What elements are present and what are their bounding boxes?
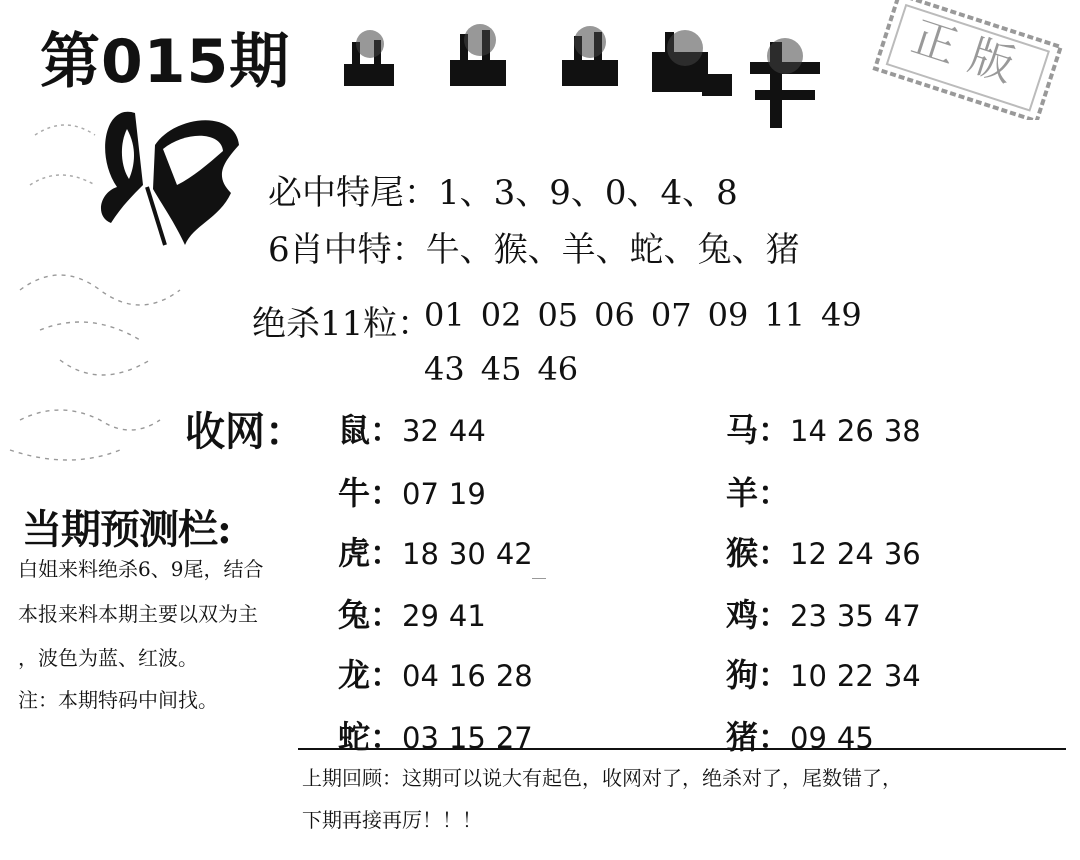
kill-number: 02: [480, 296, 522, 334]
zodiac-label: 6肖中特：: [268, 230, 426, 270]
ink-splash-title-art: [330, 12, 850, 132]
kill-number: 01: [424, 296, 465, 334]
net-number: 07: [402, 477, 439, 511]
net-row-left: [338, 650, 543, 696]
forecast-title: 当期预测栏:: [22, 506, 231, 553]
review-line-2: 下期再接再厉！！！: [302, 808, 482, 832]
net-number: 10: [790, 659, 827, 693]
zodiac-value: 牛、猴、羊、蛇、兔、猪: [425, 230, 800, 270]
net-number: 32: [402, 414, 439, 448]
net-number: 29: [402, 599, 439, 633]
zodiac-label: 狗：: [726, 656, 791, 694]
net-number: 34: [883, 659, 921, 693]
zodiac-label: 虎：: [338, 534, 403, 572]
divider-tick: [532, 578, 546, 579]
net-number: 27: [495, 721, 533, 755]
net-number: 36: [883, 537, 921, 571]
net-number: 35: [836, 599, 874, 633]
forecast-line-2: 本报来料本期主要以双为主: [18, 602, 258, 626]
zodiac-line: [268, 222, 800, 271]
forecast-line-1: 白姐来料绝杀6、9尾，结合: [18, 557, 264, 581]
kill-number: 09: [707, 296, 749, 334]
net-row-left: [338, 468, 496, 514]
net-number: 24: [836, 537, 874, 571]
net-number: 22: [836, 659, 874, 693]
kill-number: 06: [594, 296, 635, 334]
net-number: 04: [402, 659, 439, 693]
net-row-right: [726, 468, 790, 514]
tails-line: [268, 165, 738, 214]
kill-number: 46: [537, 350, 579, 380]
kill-number: 49: [821, 296, 862, 334]
kill-numbers-row-1: [424, 296, 878, 334]
kill-number: 05: [537, 296, 579, 334]
zodiac-label: 羊：: [726, 474, 791, 512]
net-number: 26: [836, 414, 874, 448]
kill-number: 45: [480, 350, 522, 380]
net-row-left: [338, 590, 496, 636]
net-row-right: [726, 712, 884, 758]
net-row-left: [338, 405, 496, 451]
tails-value: 1、3、9、0、4、8: [438, 173, 738, 213]
zodiac-label: 兔：: [338, 596, 403, 634]
net-number: 19: [448, 477, 486, 511]
net-number: 45: [836, 721, 874, 755]
zodiac-label: 马：: [726, 411, 791, 449]
tails-label: 必中特尾：: [268, 173, 438, 213]
forecast-line-4: 注：本期特码中间找。: [18, 688, 218, 712]
net-number: 15: [448, 721, 486, 755]
butterfly-illustration: [25, 95, 265, 255]
net-row-right: [726, 528, 931, 574]
net-number: 30: [448, 537, 486, 571]
net-number: 28: [495, 659, 533, 693]
net-number: 03: [402, 721, 439, 755]
net-number: 41: [448, 599, 486, 633]
kill-number: 07: [650, 296, 692, 334]
zodiac-label: 猪：: [726, 718, 791, 756]
kill-label: 绝杀11粒：: [252, 304, 432, 344]
net-row-right: [726, 405, 931, 451]
net-number: 16: [448, 659, 486, 693]
kill-numbers-row-2: [424, 350, 594, 380]
net-number: 47: [883, 599, 921, 633]
period-title: 第015期: [40, 27, 291, 97]
zodiac-label: 鼠：: [338, 411, 403, 449]
net-number: 23: [790, 599, 827, 633]
zodiac-label: 蛇：: [338, 718, 403, 756]
net-number: 44: [448, 414, 486, 448]
net-title: 收网：: [185, 408, 305, 455]
stamp-text: 正版: [905, 11, 1036, 98]
zodiac-label: 猴：: [726, 534, 791, 572]
kill-number: 11: [764, 296, 806, 334]
net-number: 09: [790, 721, 827, 755]
review-line-1: 上期回顾：这期可以说大有起色，收网对了，绝杀对了，尾数错了，: [302, 766, 902, 790]
forecast-line-3: ，波色为蓝、红波。: [18, 646, 198, 670]
kill-number: 43: [424, 350, 465, 380]
net-number: 12: [790, 537, 827, 571]
net-row-right: [726, 590, 931, 636]
review-divider: [298, 748, 1066, 750]
net-number: 18: [402, 537, 439, 571]
net-number: 14: [790, 414, 827, 448]
zodiac-label: 鸡：: [726, 596, 791, 634]
net-row-left: [338, 528, 543, 574]
zodiac-label: 龙：: [338, 656, 403, 694]
net-number: 38: [883, 414, 921, 448]
zodiac-label: 牛：: [338, 474, 403, 512]
net-number: 42: [495, 537, 533, 571]
net-row-right: [726, 650, 931, 696]
net-row-left: [338, 712, 543, 758]
